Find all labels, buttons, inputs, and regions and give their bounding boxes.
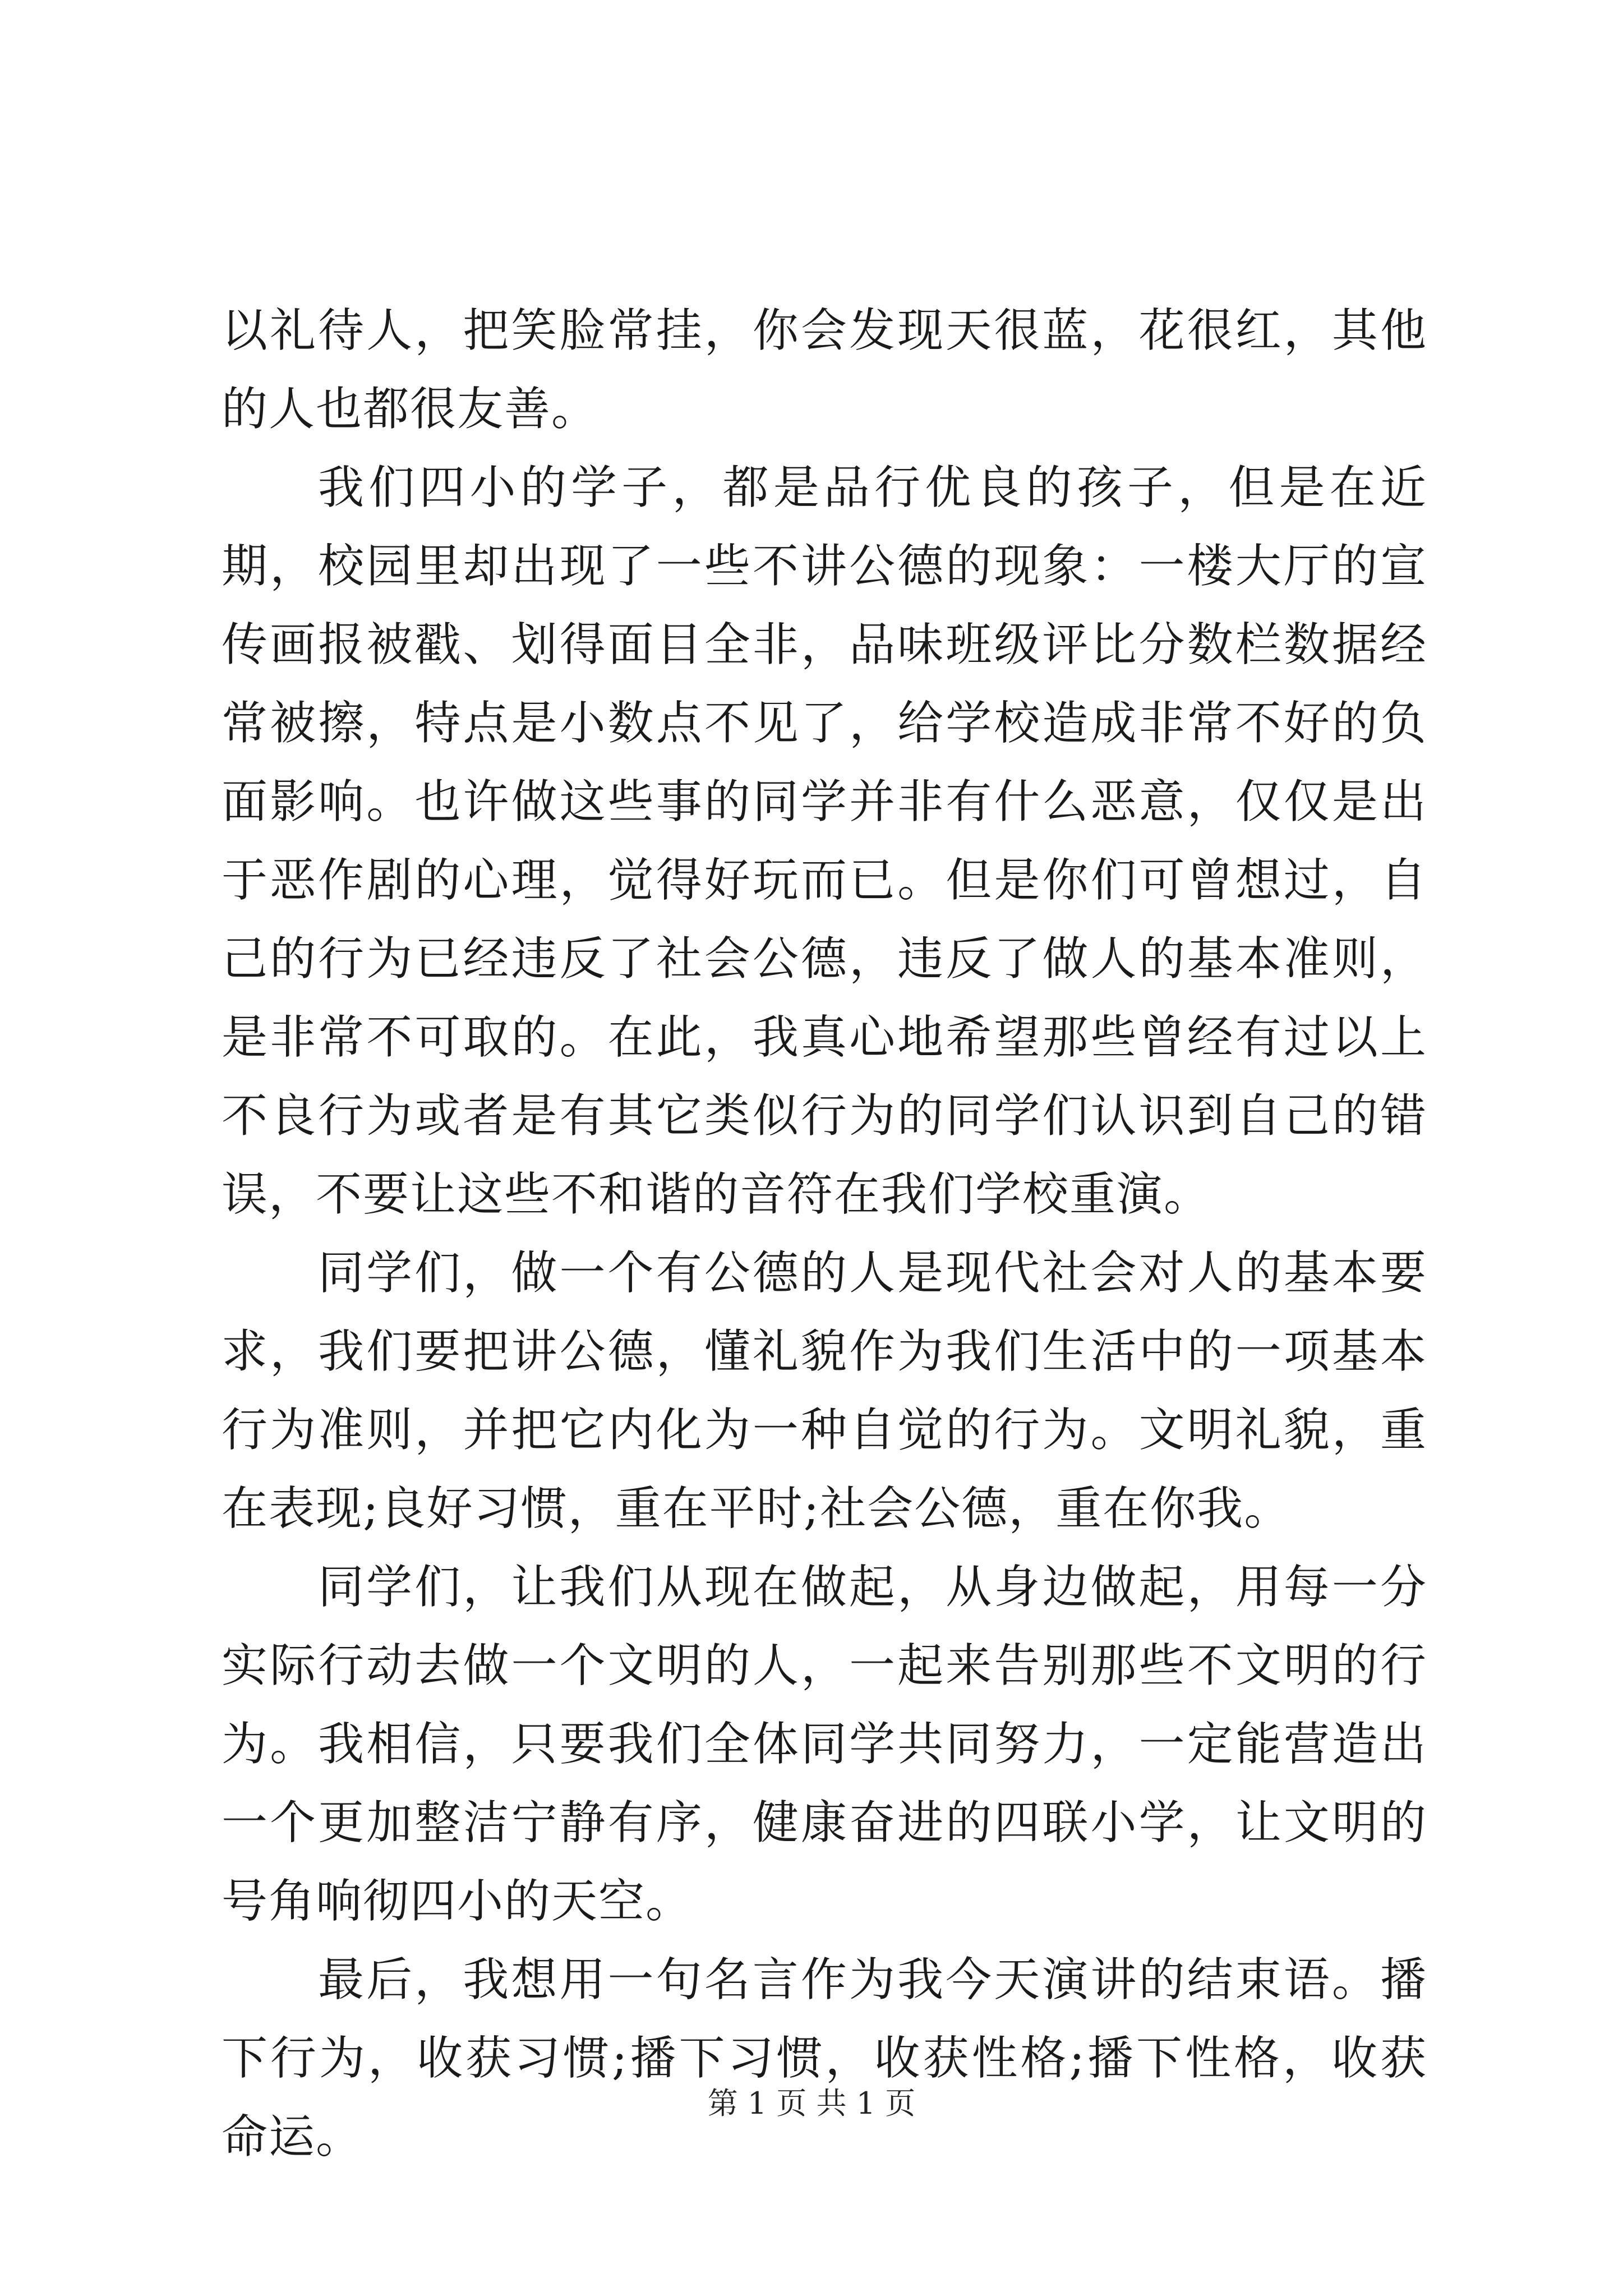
paragraph-2: 我们四小的学子，都是品行优良的孩子，但是在近期，校园里却出现了一些不讲公德的现象：一楼大厅的宣传画报被戳、划得面目全非，品味班级评比分数栏数据经常被擦，特点是小数点不见了，给学校造成非常不好的负面影响。也许做这些事的同学并非有什么恶意，仅仅是出于恶作剧的心理，觉得好玩而已。但是你们可曾想过，自己的行为已经违反了社会公德，违反了做人的基本准则，是非常不可取的。在此，我真心地希望那些曾经有过以上不良行为或者是有其它类似行为的同学们认识到自己的错误，不要让这些不和谐的音符在我们学校重演。 [222,461,1427,1221]
document-body [222,292,1427,2177]
paragraph-3: 同学们，做一个有公德的人是现代社会对人的基本要求，我们要把讲公德，懂礼貌作为我们生活中的一项基本行为准则，并把它内化为一种自觉的行为。文明礼貌，重在表现;良好习惯，重在平时;社会公德，重在你我。 [222,1246,1427,1535]
paragraph-5: 最后，我想用一句名言作为我今天演讲的结束语。播下行为，收获习惯;播下习惯，收获性格;播下性格，收获命运。 [222,1953,1427,2164]
paragraph-4: 同学们，让我们从现在做起，从身边做起，用每一分实际行动去做一个文明的人，一起来告别那些不文明的行为。我相信，只要我们全体同学共同努力，一定能营造出一个更加整洁宁静有序，健康奋进的四联小学，让文明的号角响彻四小的天空。 [222,1561,1427,1928]
paragraph-1: 以礼待人，把笑脸常挂，你会发现天很蓝，花很红，其他的人也都很友善。 [222,304,1427,436]
page-footer: 第 1 页 共 1 页 [707,2086,916,2121]
